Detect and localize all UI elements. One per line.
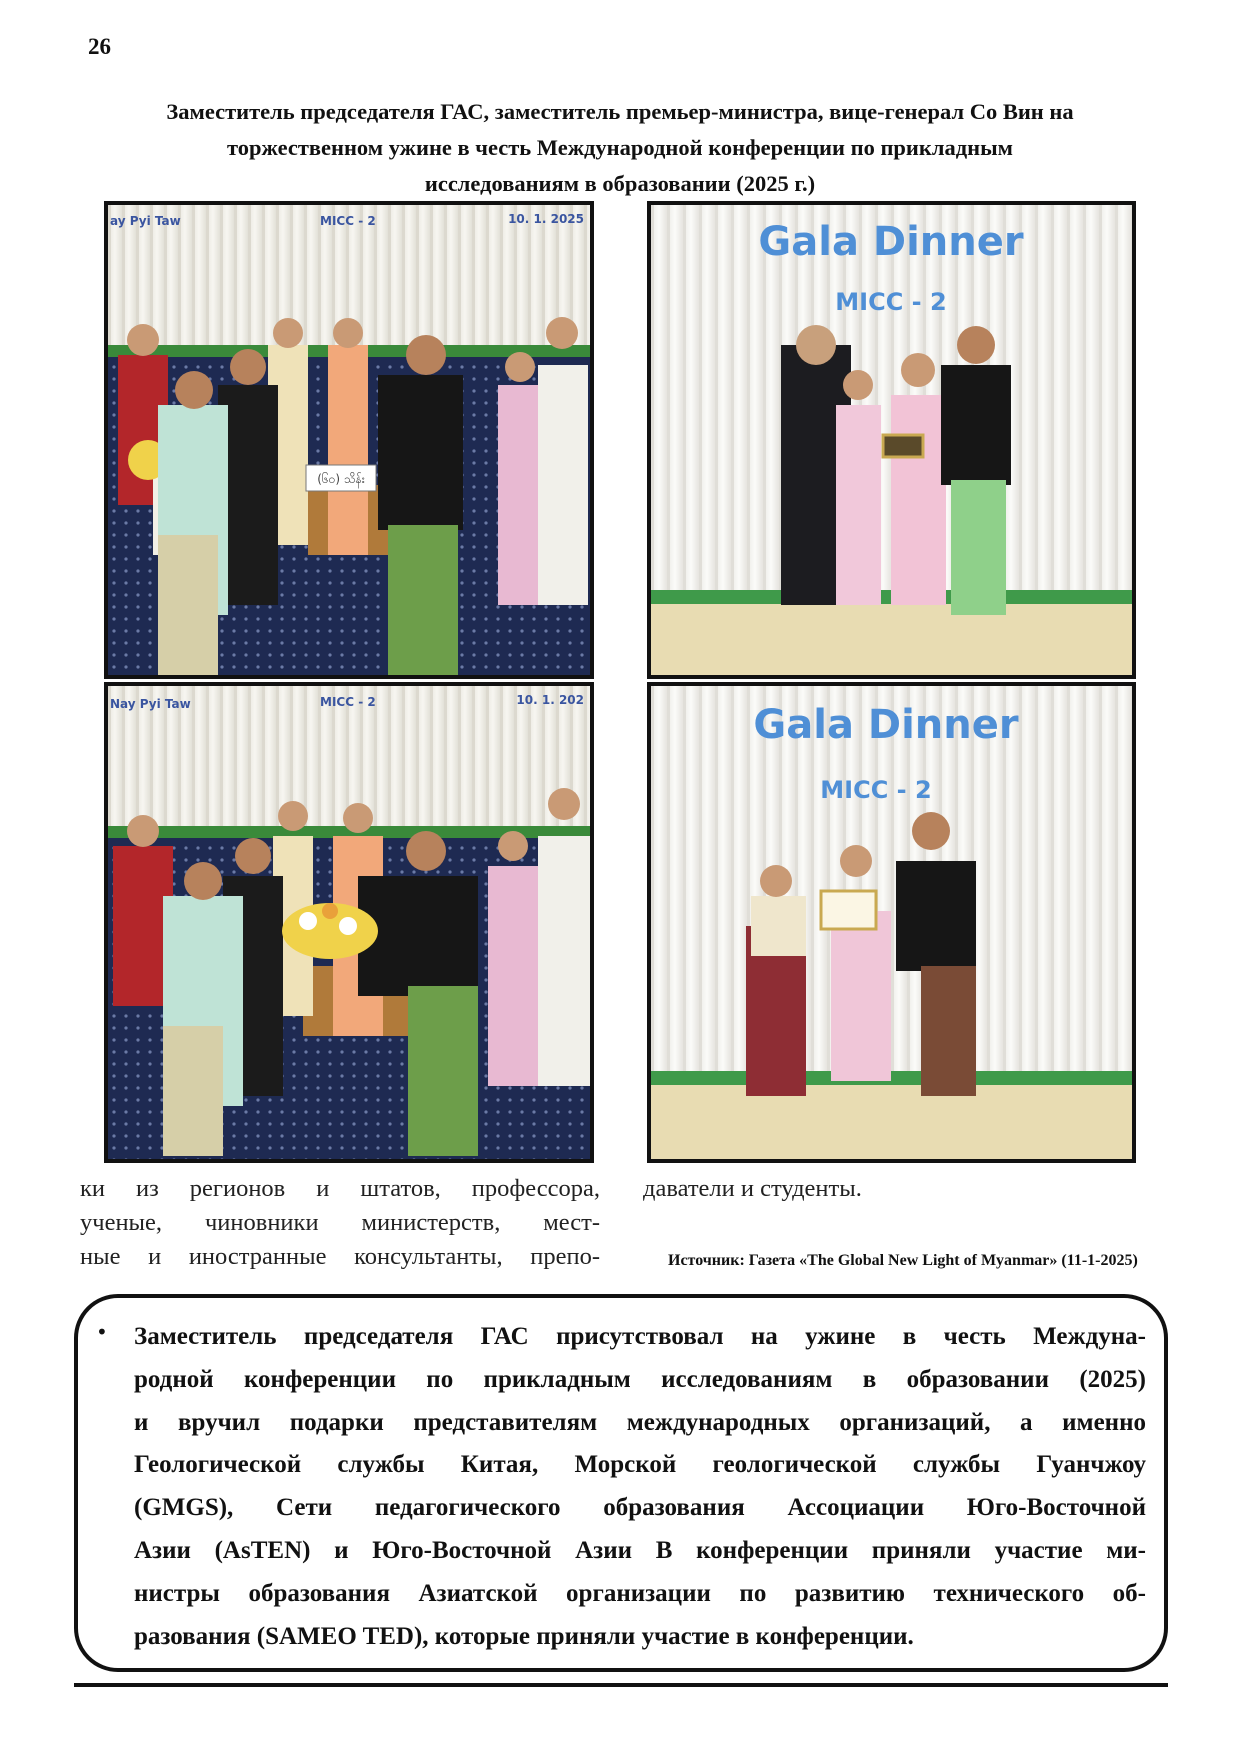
body-text-right-column: даватели и студенты. <box>643 1175 862 1202</box>
banner-subtitle: MICC - 2 <box>820 776 932 804</box>
body-line: ки из регионов и штатов, профессора, <box>80 1175 600 1202</box>
banner-title: Gala Dinner <box>753 702 1019 748</box>
envelope-label: (၆၀) သိန်း <box>317 472 365 486</box>
photo-flower-basket-presentation-image <box>108 686 590 1159</box>
headline-line: Заместитель председателя ГАС, заместитель премьер-министра, вице-генерал Со Вин на <box>166 99 1074 124</box>
summary-line: Геологической службы Китая, Морской геологической службы Гуанчжоу <box>134 1451 1146 1479</box>
summary-line: и вручил подарки представителям международных организаций, а именно <box>134 1408 1146 1436</box>
banner-title: Gala Dinner <box>758 219 1024 265</box>
body-text-left-column <box>80 1172 600 1274</box>
banner-subtitle: MICC - 2 <box>835 288 947 316</box>
summary-text <box>134 1316 1146 1658</box>
photo-certificate-presentation <box>647 682 1136 1163</box>
summary-line: Азии (AsTEN) и Юго-Восточной Азии В конференции приняли участие ми- <box>134 1536 1146 1564</box>
photo-flower-basket-presentation <box>104 682 594 1163</box>
photo-event-label: MICC - 2 <box>320 695 376 709</box>
photo-certificate-presentation-image <box>651 686 1132 1159</box>
summary-line: (GMGS), Сети педагогического образования Ассоциации Юго-Восточной <box>134 1494 1146 1522</box>
photo-event-label: MICC - 2 <box>320 214 376 228</box>
bottom-rule <box>74 1683 1168 1687</box>
photo-envelope-presentation <box>104 201 594 679</box>
photo-date-label: 10. 1. 202 <box>516 693 584 707</box>
summary-line: Заместитель председателя ГАС присутствовал на ужине в честь Междуна- <box>134 1323 1146 1350</box>
bullet-icon: • <box>96 1320 108 1344</box>
photo-date-label: 10. 1. 2025 <box>508 212 584 226</box>
photo-place-label: Nay Pyi Taw <box>110 697 191 711</box>
body-line: ные и иностранные консультанты, препо- <box>80 1243 600 1270</box>
photo-plaque-presentation-image <box>651 205 1132 675</box>
body-line: ученые, чиновники министерств, мест- <box>80 1209 600 1236</box>
photo-envelope-presentation-image <box>108 205 590 675</box>
source-citation: Источник: Газета «The Global New Light of Myanmar» (11-1-2025) <box>668 1252 1138 1269</box>
page-headline <box>100 94 1140 202</box>
photo-plaque-presentation <box>647 201 1136 679</box>
summary-line: разования (SAMEO TED), которые приняли участие в конференции. <box>134 1622 914 1650</box>
photo-place-label: ay Pyi Taw <box>110 214 181 228</box>
page-number: 26 <box>88 34 111 59</box>
headline-line: исследованиям в образовании (2025 г.) <box>424 171 816 196</box>
summary-line: нистры образования Азиатской организации по развитию технического об- <box>134 1579 1146 1607</box>
summary-line: родной конференции по прикладным исследованиям в образовании (2025) <box>134 1365 1146 1393</box>
headline-line: торжественном ужине в честь Международной конференции по прикладным <box>227 135 1013 160</box>
